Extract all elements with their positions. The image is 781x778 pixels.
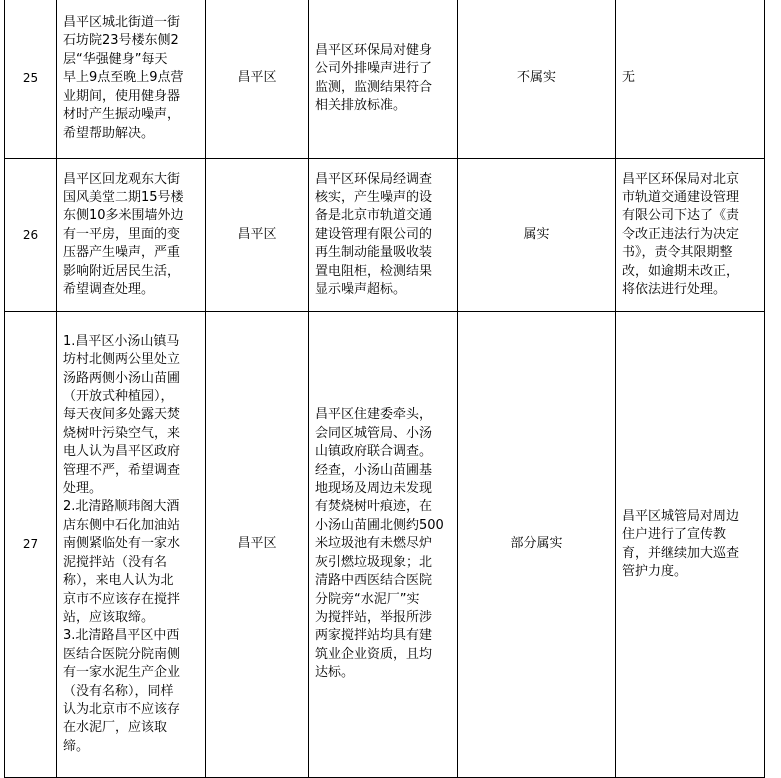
district-cell: 昌平区 <box>206 312 309 778</box>
text-line: 昌平区城北街道一街 <box>63 15 181 31</box>
text-line: 显示噪声超标。 <box>315 282 407 298</box>
investigation-result-cell <box>309 312 458 778</box>
text-line: 核实，产生噪声的设 <box>315 189 433 205</box>
text-line: 令改正违法行为决定 <box>622 226 740 242</box>
text-line: 建设管理有限公司的 <box>315 226 433 242</box>
complaint-cell <box>57 312 206 778</box>
text-line: 米垃圾池有未燃尽炉 <box>315 536 433 552</box>
text-line: 公司外排噪声进行了 <box>315 61 433 77</box>
table-row <box>5 159 765 312</box>
text-line: （开放式种植园）， <box>63 389 174 405</box>
text-line: 京市不应该存在搅拌 <box>63 591 181 607</box>
text-line: 昌平区城管局对周边 <box>622 508 740 524</box>
text-line: 山镇政府联合调查。 <box>315 444 433 460</box>
complaint-cell <box>57 0 206 159</box>
text-line: 烧树叶污染空气，来 <box>63 425 181 441</box>
row-number: 27 <box>5 312 57 778</box>
text-line: 南侧紧临处有一家水 <box>63 536 181 552</box>
complaints-table-body <box>5 0 765 778</box>
text-line: 置电阻柜，检测结果 <box>315 263 433 279</box>
verification-status-cell: 属实 <box>458 159 616 312</box>
text-line: 地现场及周边未发现 <box>315 481 433 497</box>
text-line: 分院旁“水泥厂”实 <box>315 591 420 607</box>
text-line: 昌平区环保局经调查 <box>315 171 433 187</box>
text-line: 2.北清路顺玮阁大酒 <box>63 499 180 515</box>
district-cell: 昌平区 <box>206 0 309 159</box>
text-line: 会同区城管局、小汤 <box>315 425 433 441</box>
text-line: 管护力度。 <box>622 563 688 579</box>
text-line: 处理。 <box>63 481 103 497</box>
text-line: 灰引燃垃圾现象；北 <box>315 554 433 570</box>
text-line: 清路中西医结合医院 <box>315 573 433 589</box>
text-line: 希望调查处理。 <box>63 282 155 298</box>
text-line: 有一家水泥生产企业 <box>63 665 181 681</box>
text-line: 店东侧中石化加油站 <box>63 517 181 533</box>
text-line: 医结合医院分院南侧 <box>63 646 181 662</box>
row-number: 26 <box>5 159 57 312</box>
text-line: 书》，责令其限期整 <box>622 245 733 261</box>
text-line: 筑业企业资质，且均 <box>315 646 433 662</box>
text-line: 层“华强健身”每天 <box>63 51 168 67</box>
table-row <box>5 312 765 778</box>
text-line: 坊村北侧两公里处立 <box>63 352 181 368</box>
text-line: 石坊院23号楼东侧2 <box>63 33 179 49</box>
text-line: 材时产生振动噪声， <box>63 107 181 123</box>
text-line: 育，并继续加大巡查 <box>622 545 740 561</box>
text-line: 两家搅拌站均具有建 <box>315 628 433 644</box>
text-line: 影响附近居民生活， <box>63 263 181 279</box>
text-line: 泥搅拌站（没有名 <box>63 554 168 570</box>
text-line: 住户进行了宣传教 <box>622 527 727 543</box>
handling-action-cell <box>616 312 765 778</box>
text-line: 认为北京市不应该存 <box>63 701 181 717</box>
text-line: 东侧10多米围墙外边 <box>63 208 184 224</box>
handling-action-cell <box>616 0 765 159</box>
row-number: 25 <box>5 0 57 159</box>
text-line: 缔。 <box>63 738 90 754</box>
text-line: 有一平房，里面的变 <box>63 226 181 242</box>
text-line: 再生制动能量吸收装 <box>315 245 433 261</box>
handling-action-cell <box>616 159 765 312</box>
text-line: 改，如逾期未改正， <box>622 263 740 279</box>
text-line: 无 <box>622 70 636 86</box>
text-line: 每天夜间多处露天焚 <box>63 407 181 423</box>
district-cell: 昌平区 <box>206 159 309 312</box>
verification-status-cell: 部分属实 <box>458 312 616 778</box>
text-line: 希望帮助解决。 <box>63 125 155 141</box>
text-line: 昌平区环保局对健身 <box>315 42 433 58</box>
investigation-result-cell <box>309 0 458 159</box>
text-line: 有限公司下达了《责 <box>622 208 740 224</box>
text-line: 小汤山苗圃北侧约500 <box>315 517 444 533</box>
text-line: 压器产生噪声，严重 <box>63 245 181 261</box>
text-line: 在水泥厂，应该取 <box>63 720 168 736</box>
text-line: 3.北清路昌平区中西 <box>63 628 180 644</box>
complaint-cell <box>57 159 206 312</box>
text-line: 业期间，使用健身器 <box>63 88 181 104</box>
text-line: 昌平区回龙观东大街 <box>63 171 181 187</box>
text-line: 将依法进行处理。 <box>622 282 727 298</box>
text-line: 有焚烧树叶痕迹，在 <box>315 499 433 515</box>
text-line: 昌平区住建委牵头， <box>315 407 433 423</box>
verification-status-cell: 不属实 <box>458 0 616 159</box>
text-line: 为搅拌站，举报所涉 <box>315 609 433 625</box>
text-line: 相关排放标准。 <box>315 97 407 113</box>
text-line: 称），来电人认为北 <box>63 573 174 589</box>
text-line: 管理不严，希望调查 <box>63 462 181 478</box>
complaints-table <box>4 0 765 778</box>
text-line: 站，应该取缔。 <box>63 609 155 625</box>
table-row <box>5 0 765 159</box>
text-line: 监测，监测结果符合 <box>315 79 433 95</box>
investigation-result-cell <box>309 159 458 312</box>
text-line: 备是北京市轨道交通 <box>315 208 433 224</box>
text-line: 早上9点至晚上9点营 <box>63 70 184 86</box>
text-line: 国风美堂二期15号楼 <box>63 189 184 205</box>
text-line: 昌平区环保局对北京 <box>622 171 740 187</box>
text-line: 电人认为昌平区政府 <box>63 444 181 460</box>
text-line: 1.昌平区小汤山镇马 <box>63 333 180 349</box>
text-line: 经查，小汤山苗圃基 <box>315 462 433 478</box>
text-line: 市轨道交通建设管理 <box>622 189 740 205</box>
text-line: （没有名称），同样 <box>63 683 174 699</box>
text-line: 达标。 <box>315 665 355 681</box>
text-line: 汤路两侧小汤山苗圃 <box>63 370 181 386</box>
